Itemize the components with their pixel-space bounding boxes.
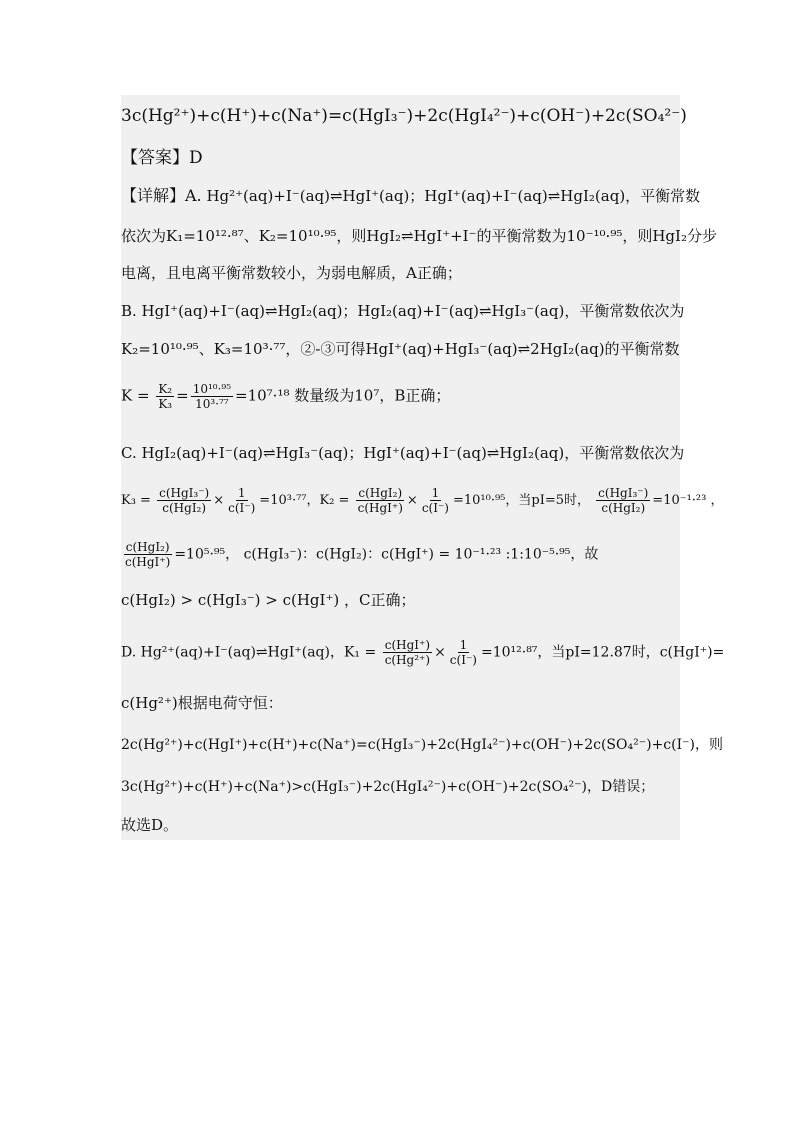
detail-d-line1: D. Hg²⁺(aq)+I⁻(aq)⇌HgI⁺(aq)，K₁ = $\frac{\text{c(HgI⁺)}}{\text{c(Hg²⁺)}}$ × $\frac{1}{c(I^-)}$ =10¹²·⁸⁷，当pI=12.87时，c(HgI⁺)= [121, 638, 725, 667]
fraction-hgi3-hgi2 [157, 486, 211, 515]
fraction-k2-k3 [156, 382, 174, 411]
detail-d-line1-tail: =10¹²·⁸⁷，当pI=12.87时，c(HgI⁺)= [480, 644, 725, 661]
detail-c-line1: C. HgI₂(aq)+I⁻(aq)⇌HgI₃⁻(aq)；HgI⁺(aq)+I⁻(aq)⇌HgI₂(aq)，平衡常数依次为 [121, 444, 685, 462]
fraction-numerator: 1 [431, 486, 440, 500]
fraction-denominator: 10³·⁷⁷ [195, 397, 229, 411]
detail-a-prefix: 【详解】A. [121, 186, 202, 205]
fraction-denominator: c(I⁻) [449, 653, 477, 667]
detail-b-line2: K₂=10¹⁰·⁹⁵、K₃=10³·⁷⁷，②-③可得HgI⁺(aq)+HgI₃⁻(aq)⇌2HgI₂(aq)的平衡常数 [121, 340, 680, 358]
fraction-denominator: c(I⁻) [421, 501, 449, 515]
detail-c-line2-mid2: =10¹⁰·⁹⁵，当pI=5时， [452, 493, 591, 508]
detail-d-line4: 3c(Hg²⁺)+c(H⁺)+c(Na⁺)>c(HgI₃⁻)+2c(HgI₄²⁻)+c(OH⁻)+2c(SO₄²⁻)，D错误； [121, 779, 655, 795]
detail-a-line1 [121, 186, 700, 206]
conclusion: 故选D。 [121, 816, 179, 834]
detail-a-line2: 依次为K₁=10¹²·⁸⁷、K₂=10¹⁰·⁹⁵，则HgI₂⇌HgI⁺+I⁻的平衡常数为10⁻¹⁰·⁹⁵，则HgI₂分步 [121, 227, 717, 245]
detail-b-line3: K = $\frac{\text{K₂}}{\text{K₃}}$ = $\frac{\text{10¹⁰·⁹⁵}}{\text{10³·⁷⁷}}$ =10⁷·¹⁸ 数量级为10⁷，B正确； [121, 382, 451, 411]
fraction-denominator: c(HgI⁺) [357, 501, 403, 515]
fraction-denominator: c(Hg²⁺) [384, 653, 431, 667]
detail-c-line3 [121, 540, 598, 569]
fraction-numerator: 1 [459, 638, 468, 652]
answer-shaded-block [121, 95, 680, 840]
fraction-denominator: c(HgI⁺) [125, 555, 171, 569]
detail-c-line2-mid: =10³·⁷⁷，K₂ = [259, 493, 350, 508]
fraction-hgi2-hgi [356, 486, 405, 515]
detail-d-line2: c(Hg²⁺)根据电荷守恒： [121, 694, 283, 712]
answer-label: 【答案】D [121, 148, 203, 168]
detail-c-line4: c(HgI₂) > c(HgI₃⁻) > c(HgI⁺) ，C正确； [121, 591, 416, 609]
fraction-denominator: K₃ [158, 397, 173, 411]
k3-symbol: K₃ = [121, 493, 151, 508]
fraction-numerator: K₂ [158, 382, 173, 396]
top-equation: 3c(Hg²⁺)+c(H⁺)+c(Na⁺)=c(HgI₃⁻)+2c(HgI₄²⁻)+c(OH⁻)+2c(SO₄²⁻) [121, 106, 687, 126]
fraction-numerator: c(HgI₂) [358, 486, 403, 500]
detail-c-line2-tail: =10⁻¹·²³ ， [652, 493, 724, 508]
fraction-one-over-i [226, 486, 257, 515]
fraction-numerator: c(HgI₃⁻) [159, 486, 210, 500]
fraction-denominator: c(I⁻) [228, 501, 256, 515]
fraction-powers [191, 382, 233, 411]
detail-b-line1: B. HgI⁺(aq)+I⁻(aq)⇌HgI₂(aq)；HgI₂(aq)+I⁻(aq)⇌HgI₃⁻(aq)，平衡常数依次为 [121, 302, 685, 320]
fraction-hgi2-hgi-ratio [123, 540, 172, 569]
fraction-hgi-hg [383, 638, 432, 667]
detail-a-line3: 电离，且电离平衡常数较小，为弱电解质，A正确； [121, 264, 462, 282]
fraction-denominator: c(HgI₂) [162, 501, 207, 515]
fraction-denominator: c(HgI₂) [601, 501, 646, 515]
fraction-numerator: c(HgI₂) [125, 540, 170, 554]
fraction-numerator: c(HgI₃⁻) [598, 486, 649, 500]
fraction-numerator: c(HgI⁺) [384, 638, 431, 652]
fraction-numerator: 1 [237, 486, 246, 500]
detail-d-line3: 2c(Hg²⁺)+c(HgI⁺)+c(H⁺)+c(Na⁺)=c(HgI₃⁻)+2c(HgI₄²⁻)+c(OH⁻)+2c(SO₄²⁻)+c(I⁻)，则 [121, 737, 723, 753]
detail-a-reactions: Hg²⁺(aq)+I⁻(aq)⇌HgI⁺(aq)；HgI⁺(aq)+I⁻(aq)⇌HgI₂(aq)，平衡常数 [206, 187, 701, 205]
detail-b-line3-tail: =10⁷·¹⁸ 数量级为10⁷，B正确； [235, 386, 451, 405]
detail-c-line2: K₃ = $\frac{\text{c(HgI₃⁻)}}{\text{c(HgI₂)}}$ × $\frac{1}{c(I^-)}$ =10³·⁷⁷，K₂ = $\frac{\text{c(HgI₂)}}{\text{c(HgI⁺)}}$ × $\frac{1}{c(I^-)}$ =10¹⁰·⁹⁵，当pI=5时， $\frac{\text{c(HgI₃⁻)}}{\text{c(HgI₂)}}$ =10⁻¹·²³ ， [121, 486, 724, 515]
fraction-hgi3-hgi2-ratio [596, 486, 650, 515]
detail-d-prefix: D. Hg²⁺(aq)+I⁻(aq)⇌HgI⁺(aq)，K₁ = [121, 644, 377, 661]
fraction-one-over-i [448, 638, 479, 667]
k-symbol: K = [121, 386, 150, 405]
fraction-numerator: 10¹⁰·⁹⁵ [192, 382, 232, 396]
fraction-one-over-i [420, 486, 451, 515]
detail-c-line3-tail: =10⁵·⁹⁵， c(HgI₃⁻)：c(HgI₂)：c(HgI⁺) = 10⁻¹·²³ :1:10⁻⁵·⁹⁵，故 [174, 546, 599, 563]
